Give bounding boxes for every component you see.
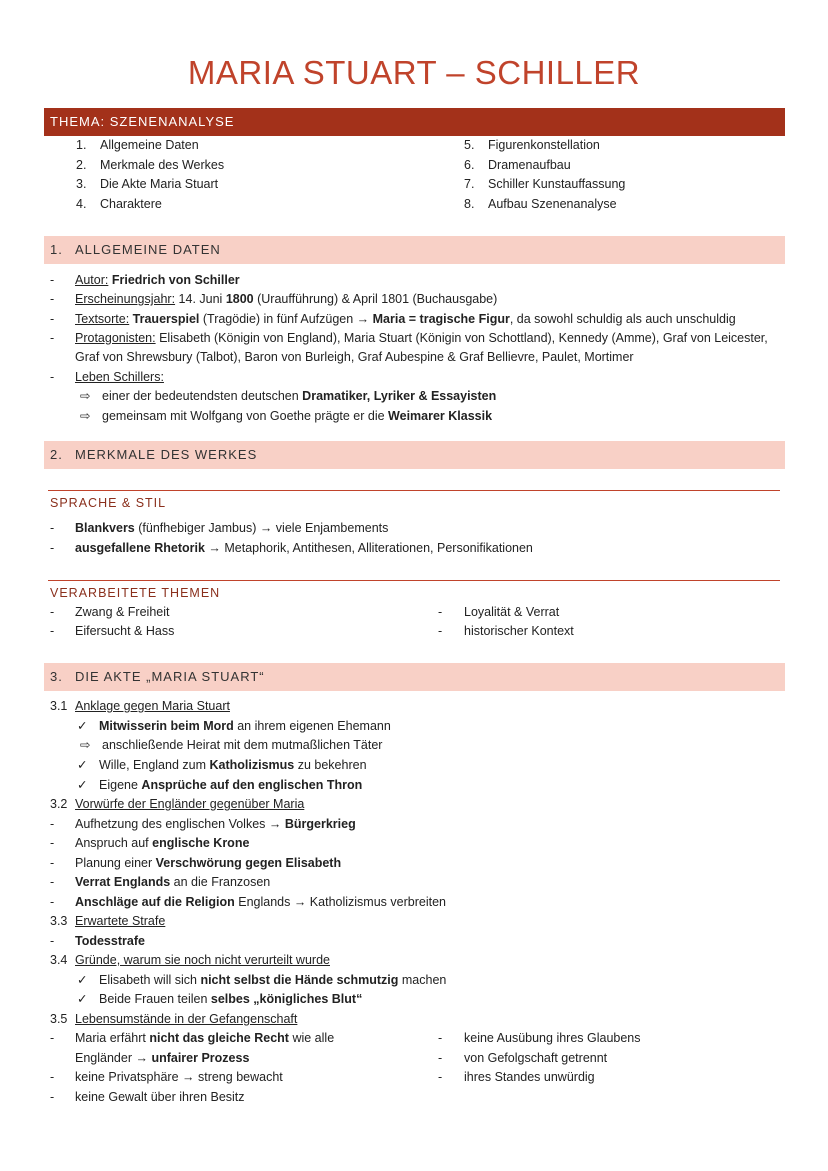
bullet-dash: - xyxy=(438,1051,443,1065)
umstand-right-item: von Gefolgschaft getrennt xyxy=(464,1051,608,1065)
themen-subheader: VERARBEITETE THEMEN xyxy=(50,586,221,600)
bullet-dash: - xyxy=(438,605,443,619)
themen-item: Eifersucht & Hass xyxy=(75,624,175,638)
bullet-dash: - xyxy=(50,541,55,555)
toc-item-8: 8. Aufbau Szenenanalyse xyxy=(464,197,617,211)
umstand-right-item: ihres Standes unwürdig xyxy=(464,1070,595,1084)
erscheinung-line: Erscheinungsjahr: 14. Juni 1800 (Uraufführung) & April 1801 (Buchausgabe) xyxy=(75,292,498,306)
textsorte-line: Textsorte: Trauerspiel (Tragödie) in fünf Aufzügen → Maria = tragische Figur, da sowohl schuldig als auch unschuldig xyxy=(75,312,736,326)
subsection-3-1: 3.1 Anklage gegen Maria Stuart xyxy=(50,699,230,713)
bullet-dash: - xyxy=(50,1070,55,1084)
anklage-item-4: ✓ Eigene Ansprüche auf den englischen Thron xyxy=(77,776,362,795)
anklage-item-1: ✓ Mitwisserin beim Mord an ihrem eigenen Ehemann xyxy=(77,717,391,736)
subsection-3-3: 3.3 Erwartete Strafe xyxy=(50,914,166,928)
bullet-dash: - xyxy=(50,934,55,948)
bullet-dash: - xyxy=(50,856,55,870)
bullet-dash: - xyxy=(50,895,55,909)
arrow-icon: ⇨ xyxy=(80,409,91,423)
bullet-dash: - xyxy=(50,817,55,831)
vorwurf-item-2: Anspruch auf englische Krone xyxy=(75,836,250,850)
bullet-dash: - xyxy=(438,1070,443,1084)
protagonisten-line-2: Graf von Shrewsbury (Talbot), Baron von Burleigh, Graf Aubespine & Graf Bellievre, Paulet, Mortimer xyxy=(75,350,634,364)
check-icon: ✓ xyxy=(77,778,88,792)
toc-item-2: 2. Merkmale des Werkes xyxy=(76,158,225,172)
anklage-item-2: ⇨ anschließende Heirat mit dem mutmaßlichen Täter xyxy=(80,736,382,755)
toc-item-4: 4. Charaktere xyxy=(76,197,162,211)
toc-item-7: 7. Schiller Kunstauffassung xyxy=(464,177,626,191)
bullet-dash: - xyxy=(50,292,55,306)
bullet-dash: - xyxy=(50,836,55,850)
umstand-item-1: Maria erfährt nicht das gleiche Recht wie alle xyxy=(75,1031,335,1045)
check-icon: ✓ xyxy=(77,758,88,772)
bullet-dash: - xyxy=(50,624,55,638)
leben-item-1: ⇨ einer der bedeutendsten deutschen Dramatiker, Lyriker & Essayisten xyxy=(80,387,496,406)
toc-item-6: 6. Dramenaufbau xyxy=(464,158,571,172)
bullet-dash: - xyxy=(50,331,55,345)
leben-label: Leben Schillers: xyxy=(75,370,164,384)
section-2-header: 2. MERKMALE DES WERKES xyxy=(44,441,785,469)
sprache-item-1: Blankvers (fünfhebiger Jambus) → viele Enjambements xyxy=(75,521,389,535)
vorwurf-item-4: Verrat Englands an die Franzosen xyxy=(75,875,271,889)
bullet-dash: - xyxy=(50,370,55,384)
sprache-item-2: ausgefallene Rhetorik → Metaphorik, Antithesen, Alliterationen, Personifikationen xyxy=(75,541,533,555)
bullet-dash: - xyxy=(50,605,55,619)
grund-item-1: ✓ Elisabeth will sich nicht selbst die Hände schmutzig machen xyxy=(77,971,446,990)
umstand-item-3: keine Gewalt über ihren Besitz xyxy=(75,1090,245,1104)
toc-item-1: 1. Allgemeine Daten xyxy=(76,138,199,152)
thema-header: THEMA: SZENENANALYSE xyxy=(44,108,785,136)
subsection-3-2: 3.2 Vorwürfe der Engländer gegenüber Maria xyxy=(50,797,305,811)
check-icon: ✓ xyxy=(77,992,88,1006)
subsection-3-4: 3.4 Gründe, warum sie noch nicht verurteilt wurde xyxy=(50,953,330,967)
umstand-item-1-cont: Engländer → unfairer Prozess xyxy=(75,1051,250,1065)
vorwurf-item-3: Planung einer Verschwörung gegen Elisabeth xyxy=(75,856,342,870)
check-icon: ✓ xyxy=(77,973,88,987)
themen-item: historischer Kontext xyxy=(464,624,574,638)
umstand-item-2: keine Privatsphäre → streng bewacht xyxy=(75,1070,283,1084)
themen-item: Loyalität & Verrat xyxy=(464,605,560,619)
vorwurf-item-5: Anschläge auf die Religion Englands → Katholizismus verbreiten xyxy=(75,895,446,909)
arrow-icon: ⇨ xyxy=(80,389,91,403)
sprache-subheader: SPRACHE & STIL xyxy=(50,496,167,510)
themen-item: Zwang & Freiheit xyxy=(75,605,170,619)
divider xyxy=(48,580,780,581)
bullet-dash: - xyxy=(50,1090,55,1104)
section-1-header: 1. ALLGEMEINE DATEN xyxy=(44,236,785,264)
anklage-item-3: ✓ Wille, England zum Katholizismus zu bekehren xyxy=(77,756,367,775)
grund-item-2: ✓ Beide Frauen teilen selbes „königliches Blut“ xyxy=(77,990,362,1009)
bullet-dash: - xyxy=(50,312,55,326)
protagonisten-line: Protagonisten: Elisabeth (Königin von England), Maria Stuart (Königin von Schottland), Kennedy (Amme), Graf von Leicester, xyxy=(75,331,768,345)
section-3-header: 3. DIE AKTE „MARIA STUART“ xyxy=(44,663,785,691)
page-title: MARIA STUART – SCHILLER xyxy=(187,54,641,91)
bullet-dash: - xyxy=(50,1031,55,1045)
bullet-dash: - xyxy=(50,521,55,535)
bullet-dash: - xyxy=(50,875,55,889)
arrow-icon: ⇨ xyxy=(80,738,91,752)
subsection-3-5: 3.5 Lebensumstände in der Gefangenschaft xyxy=(50,1012,298,1026)
vorwurf-item-1: Aufhetzung des englischen Volkes → Bürgerkrieg xyxy=(75,817,356,831)
leben-item-2: ⇨ gemeinsam mit Wolfgang von Goethe prägte er die Weimarer Klassik xyxy=(80,407,492,426)
bullet-dash: - xyxy=(438,1031,443,1045)
bullet-dash: - xyxy=(438,624,443,638)
toc-item-5: 5. Figurenkonstellation xyxy=(464,138,600,152)
autor-line: Autor: Friedrich von Schiller xyxy=(75,273,240,287)
check-icon: ✓ xyxy=(77,719,88,733)
toc-item-3: 3. Die Akte Maria Stuart xyxy=(76,177,219,191)
bullet-dash: - xyxy=(50,273,55,287)
strafe-item: Todesstrafe xyxy=(75,934,145,948)
umstand-right-item: keine Ausübung ihres Glaubens xyxy=(464,1031,641,1045)
divider xyxy=(48,490,780,491)
